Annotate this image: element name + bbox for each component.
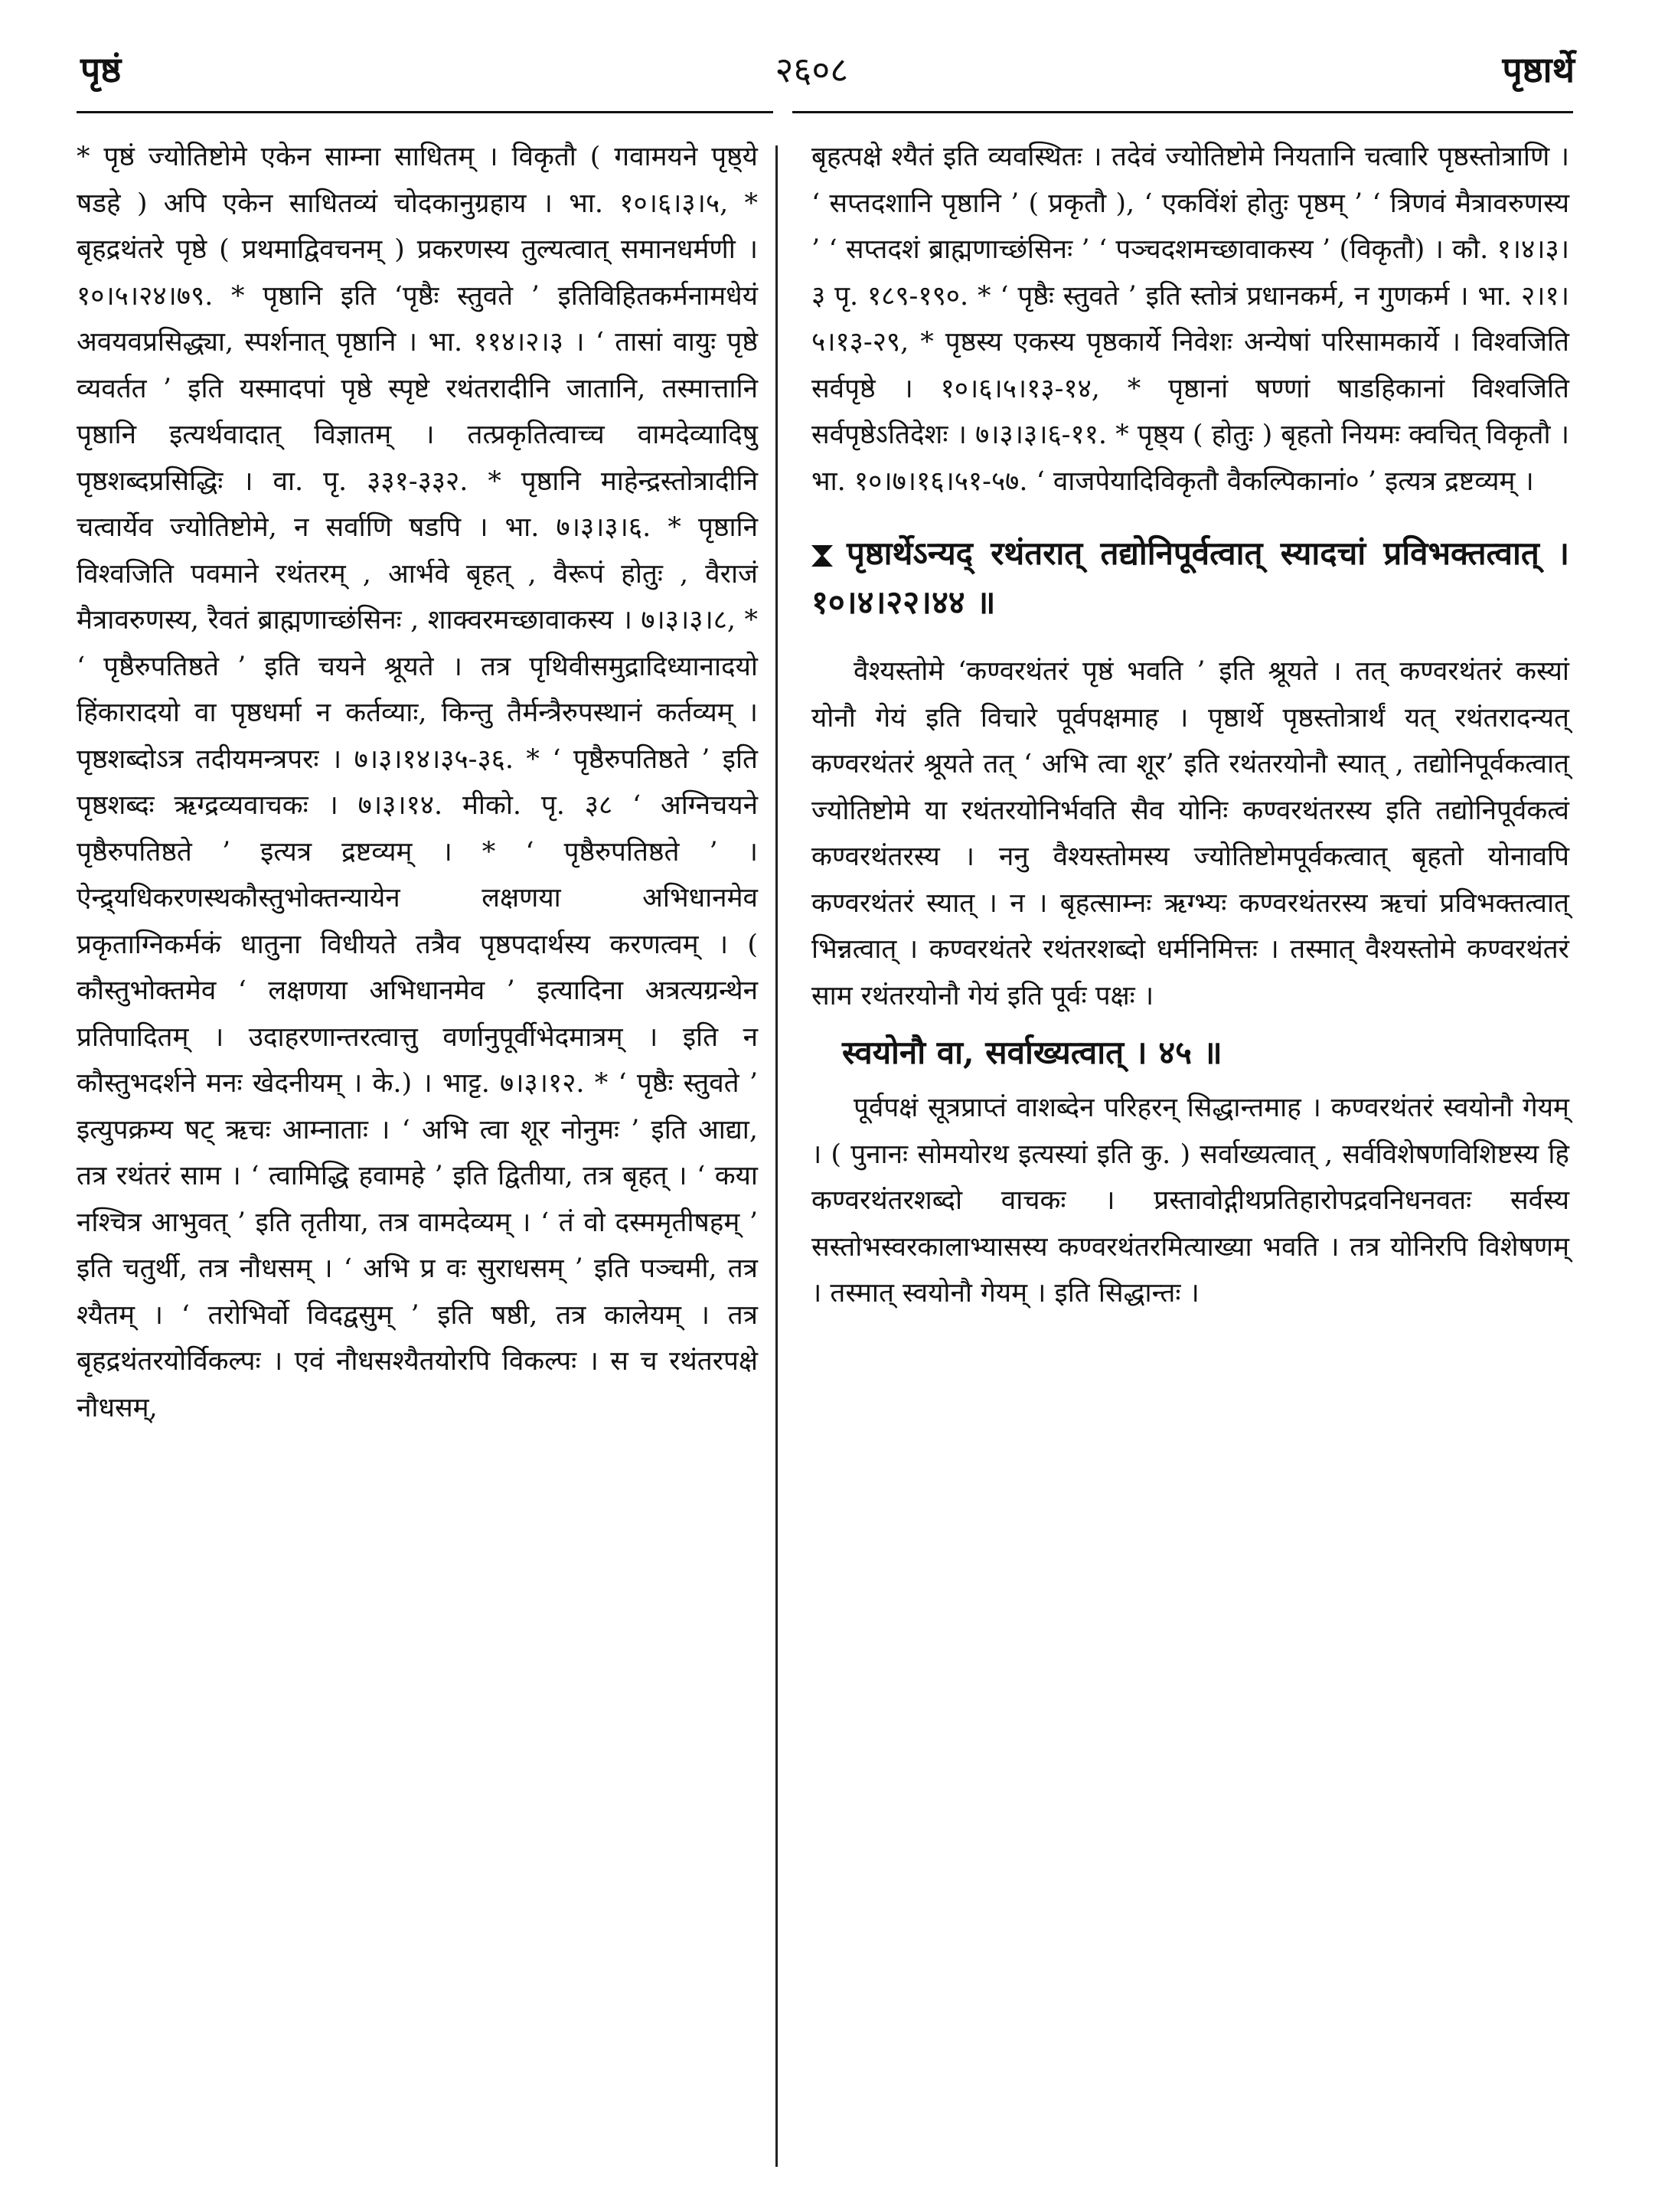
column-divider bbox=[775, 145, 778, 2167]
page-header bbox=[80, 38, 1575, 100]
sutra-45: स्वयोनौ वा, सर्वाख्यत्वात् । ४५ ॥ bbox=[842, 1034, 1222, 1071]
header-left-word: पृष्ठं bbox=[80, 49, 122, 90]
right-column bbox=[811, 134, 1569, 1317]
left-column bbox=[77, 134, 758, 1431]
section-mark-icon bbox=[811, 545, 833, 567]
page-number: २६०८ bbox=[775, 49, 849, 90]
header-rule-left bbox=[77, 111, 773, 113]
siddhanta-paragraph: पूर्वपक्षं सूत्रप्राप्तं वाशब्देन परिहरन् सिद्धान्तमाह । कण्वरथंतरं स्वयोनौ गेयम् । ( पुनानः सोमयोरथ इत्यस्यां इति कु. ) सर्वाख्यत्वात् , सर्वविशेषणविशिष्टस्य हि कण्वरथंतरशब्दो वाचकः । प्रस्तावोद्गीथप्रतिहारोपद्रवनिधनवतः सर्वस्य सस्तोभस्वरकालाभ्यासस्य कण्वरथंतरमित्याख्या भवति । तत्र योनिरपि विशेषणम् । तस्मात् स्वयोनौ गेयम् । इति सिद्धान्तः । bbox=[811, 1093, 1569, 1309]
right-column-intro: बृहत्पक्षे श्यैतं इति व्यवस्थितः । तदेवं ज्योतिष्टोमे नियतानि चत्वारि पृष्ठस्तोत्राणि । ‘ सप्तदशानि पृष्ठानि ’ ( प्रकृतौ ), ‘ एकविंशं होतुः पृष्ठम् ’ ‘ त्रिणवं मैत्रावरुणस्य ’ ‘ सप्तदशं ब्राह्मणाच्छंसिनः ’ ‘ पञ्चदशमच्छावाकस्य ’ (विकृतौ) । कौ. १।४।३।३ पृ. १८९-१९०. * ‘ पृष्ठैः स्तुवते ’ इति स्तोत्रं प्रधानकर्म, न गुणकर्म । भा. २।१।५।१३-२९, * पृष्ठस्य एकस्य पृष्ठकार्ये निवेशः अन्येषां परिसामकार्ये । विश्वजिति सर्वपृष्ठे । १०।६।५।१३-१४, * पृष्ठानां षण्णां षाडहिकानां विश्वजिति सर्वपृष्ठेऽतिदेशः । ७।३।३।६-११. * पृष्ठ्य ( होतुः ) बृहतो नियमः क्वचित् विकृतौ । भा. १०।७।१६।५१-५७. ‘ वाजपेयादिविकृतौ वैकल्पिकानां० ’ इत्यत्र द्रष्टव्यम् । bbox=[811, 142, 1569, 497]
header-right-word: पृष्ठार्थे bbox=[1502, 49, 1575, 90]
header-rule-right bbox=[792, 111, 1573, 113]
sutra-44-text: पृष्ठार्थेऽन्यद् रथंतरात् तद्योनिपूर्वत्वात् स्यादचां प्रविभक्तत्वात् । १०।४।२२।४४ ॥ bbox=[811, 534, 1569, 621]
left-column-text: * पृष्ठं ज्योतिष्टोमे एकेन साम्ना साधितम् । विकृतौ ( गवामयने पृष्ठ्ये षडहे ) अपि एकेन साधितव्यं चोदकानुग्रहाय । भा. १०।६।३।५, * बृहद्रथंतरे पृष्ठे ( प्रथमाद्विवचनम् ) प्रकरणस्य तुल्यत्वात् समानधर्मणी । १०।५।२४।७९. * पृष्ठानि इति ‘पृष्ठैः स्तुवते ’ इतिविहितकर्मनामधेयं अवयवप्रसिद्ध्या, स्पर्शनात् पृष्ठानि । भा. ११४।२।३ । ‘ तासां वायुः पृष्ठे व्यवर्तत ’ इति यस्मादपां पृष्ठे स्पृष्टे रथंतरादीनि जातानि, तस्मात्तानि पृष्ठानि इत्यर्थवादात् विज्ञातम् । तत्प्रकृतित्वाच्च वामदेव्यादिषु पृष्ठशब्दप्रसिद्धिः । वा. पृ. ३३१-३३२. * पृष्ठानि माहेन्द्रस्तोत्रादीनि चत्वार्येव ज्योतिष्टोमे, न सर्वाणि षडपि । भा. ७।३।३।६. * पृष्ठानि विश्वजिति पवमाने रथंतरम् , आर्भवे बृहत् , वैरूपं होतुः , वैराजं मैत्रावरुणस्य, रैवतं ब्राह्मणाच्छंसिनः , शाक्वरमच्छावाकस्य । ७।३।३।८, * ‘ पृष्ठैरुपतिष्ठते ’ इति चयने श्रूयते । तत्र पृथिवीसमुद्रादिध्यानादयो हिंकारादयो वा पृष्ठधर्मा न कर्तव्याः, किन्तु तैर्मन्त्रैरुपस्थानं कर्तव्यम् । पृष्ठशब्दोऽत्र तदीयमन्त्रपरः । ७।३।१४।३५-३६. * ‘ पृष्ठैरुपतिष्ठते ’ इति पृष्ठशब्दः ऋग्द्रव्यवाचकः । ७।३।१४. मीको. पृ. ३८ ‘ अग्निचयने पृष्ठैरुपतिष्ठते ’ इत्यत्र द्रष्टव्यम् । * ‘ पृष्ठैरुपतिष्ठते ’ । ऐन्द्र्यधिकरणस्थकौस्तुभोक्तन्यायेन लक्षणया अभिधानमेव प्रकृताग्निकर्मकं धातुना विधीयते तत्रैव पृष्ठपदार्थस्य करणत्वम् । ( कौस्तुभोक्तमेव ‘ लक्षणया अभिधानमेव ’ इत्यादिना अत्रत्यग्रन्थेन प्रतिपादितम् । उदाहरणान्तरत्वात्तु वर्णानुपूर्वीभेदमात्रम् । इति न कौस्तुभदर्शने मनः खेदनीयम् । के.) । भाट्ट. ७।३।१२. * ‘ पृष्ठैः स्तुवते ’ इत्युपक्रम्य षट् ऋचः आम्नाताः । ‘ अभि त्वा शूर नोनुमः ’ इति आद्या, तत्र रथंतरं साम । ‘ त्वामिद्धि हवामहे ’ इति द्वितीया, तत्र बृहत् । ‘ कया नश्चित्र आभुवत् ’ इति तृतीया, तत्र वामदेव्यम् । ‘ तं वो दस्ममृतीषहम् ’ इति चतुर्थी, तत्र नौधसम् । ‘ अभि प्र वः सुराधसम् ’ इति पञ्चमी, तत्र श्यैतम् । ‘ तरोभिर्वो विदद्वसुम् ’ इति षष्ठी, तत्र कालेयम् । तत्र बृहद्रथंतरयोर्विकल्पः । एवं नौधसश्यैतयोरपि विकल्पः । स च रथंतरपक्षे नौधसम्, bbox=[77, 142, 758, 1423]
purvapaksha-paragraph: वैश्यस्तोमे ‘कण्वरथंतरं पृष्ठं भवति ’ इति श्रूयते । तत् कण्वरथंतरं कस्यां योनौ गेयं इति विचारे पूर्वपक्षमाह । पृष्ठार्थे पृष्ठस्तोत्रार्थं यत् रथंतरादन्यत् कण्वरथंतरं श्रूयते तत् ‘ अभि त्वा शूर’ इति रथंतरयोनौ स्यात् , तद्योनिपूर्वकत्वात् ज्योतिष्टोमे या रथंतरयोनिर्भवति सैव योनिः कण्वरथंतरस्य इति तद्योनिपूर्वकत्वं कण्वरथंतरस्य । ननु वैश्यस्तोमस्य ज्योतिष्टोमपूर्वकत्वात् बृहतो योनावपि कण्वरथंतरं स्यात् । न । बृहत्साम्नः ऋग्भ्यः कण्वरथंतरस्य ऋचां प्रविभक्तत्वात् भिन्नत्वात् । कण्वरथंतरे रथंतरशब्दो धर्मनिमित्तः । तस्मात् वैश्यस्तोमे कण्वरथंतरं साम रथंतरयोनौ गेयं इति पूर्वः पक्षः । bbox=[811, 656, 1569, 1011]
sutra-44 bbox=[811, 529, 1569, 627]
